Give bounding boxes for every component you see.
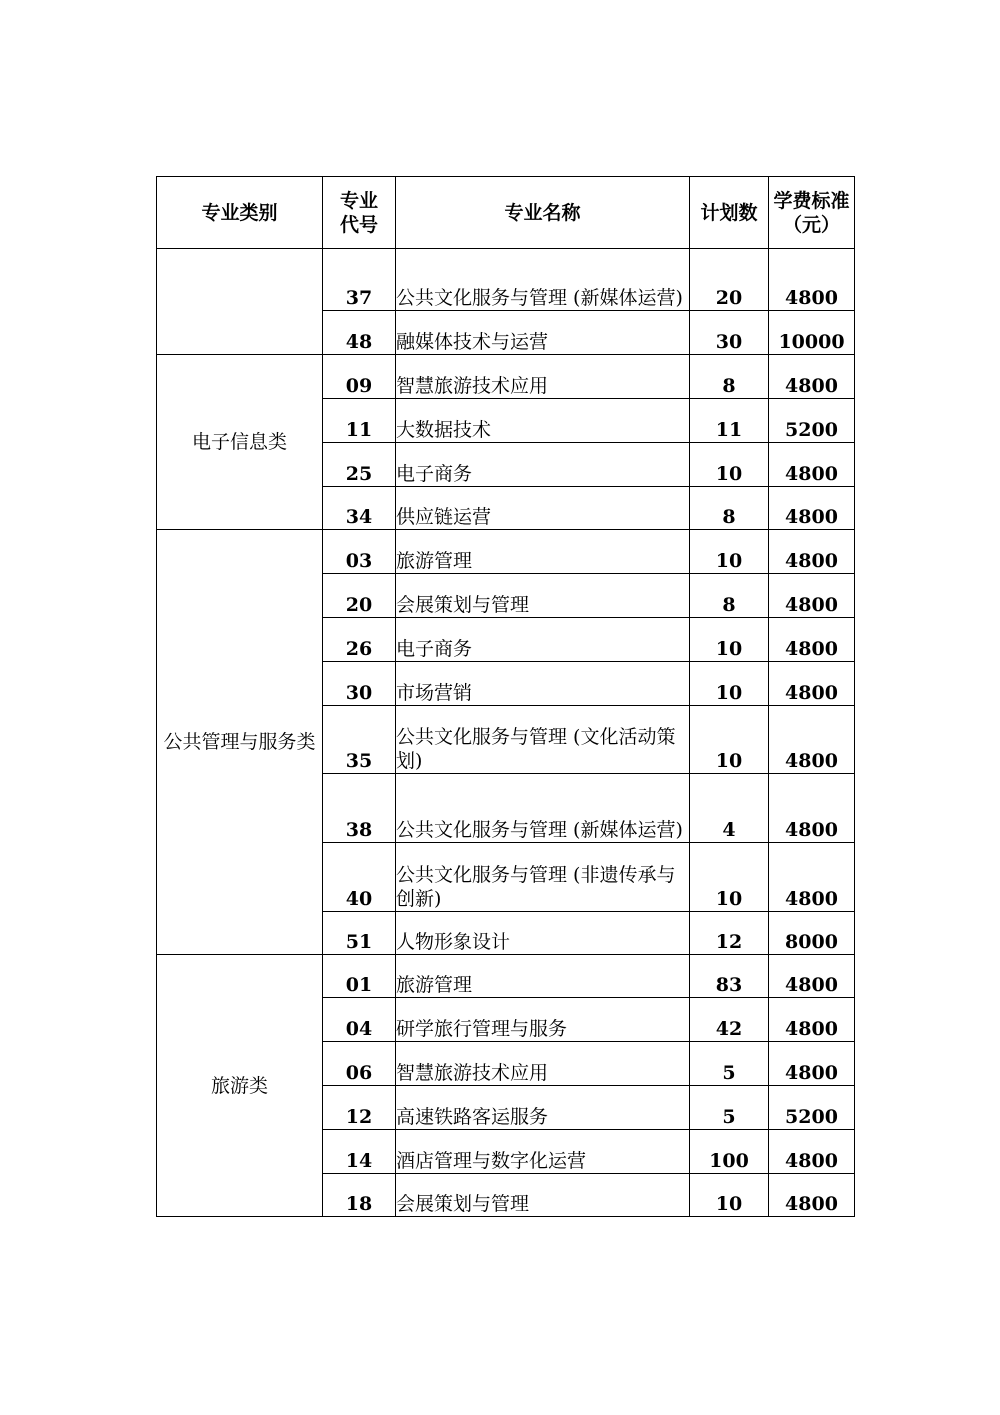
table-row [157,355,855,399]
name-cell: 智慧旅游技术应用 [396,355,690,399]
enrollment-table [156,176,855,1217]
name-cell: 旅游管理 [396,955,690,998]
table-row [157,955,855,998]
fee-cell: 4800 [769,774,855,843]
fee-cell: 4800 [769,843,855,912]
plan-cell: 10 [690,662,769,706]
plan-cell: 83 [690,955,769,998]
code-cell: 01 [323,955,396,998]
code-cell: 25 [323,443,396,487]
code-cell: 37 [323,249,396,311]
fee-cell: 4800 [769,249,855,311]
fee-cell: 4800 [769,1130,855,1174]
code-cell: 38 [323,774,396,843]
name-cell: 人物形象设计 [396,912,690,955]
fee-cell: 4800 [769,1174,855,1217]
fee-cell: 4800 [769,530,855,574]
code-cell: 35 [323,706,396,774]
header-code [323,177,396,249]
name-cell: 公共文化服务与管理 (非遗传承与创新) [396,843,690,912]
name-cell: 公共文化服务与管理 (新媒体运营) [396,249,690,311]
header-code-line1: 专业 [339,189,378,212]
code-cell: 48 [323,311,396,355]
code-cell: 34 [323,487,396,530]
code-cell: 04 [323,998,396,1042]
fee-cell: 5200 [769,1086,855,1130]
plan-cell: 20 [690,249,769,311]
category-cell: 公共管理与服务类 [157,530,323,955]
table-row [157,249,855,311]
name-cell: 供应链运营 [396,487,690,530]
code-cell: 20 [323,574,396,618]
plan-cell: 11 [690,399,769,443]
fee-cell: 4800 [769,998,855,1042]
fee-cell: 4800 [769,487,855,530]
fee-cell: 8000 [769,912,855,955]
code-cell: 40 [323,843,396,912]
header-plan: 计划数 [690,177,769,249]
fee-cell: 4800 [769,618,855,662]
plan-cell: 10 [690,1174,769,1217]
name-cell: 研学旅行管理与服务 [396,998,690,1042]
header-code-line2: 代号 [339,213,378,236]
name-cell: 市场营销 [396,662,690,706]
plan-cell: 12 [690,912,769,955]
category-cell [157,249,323,355]
header-fee [769,177,855,249]
header-fee-line1: 学费标准 [773,189,850,212]
plan-cell: 10 [690,618,769,662]
plan-cell: 10 [690,843,769,912]
name-cell: 高速铁路客运服务 [396,1086,690,1130]
plan-cell: 42 [690,998,769,1042]
name-cell: 智慧旅游技术应用 [396,1042,690,1086]
name-cell: 电子商务 [396,618,690,662]
fee-cell: 4800 [769,955,855,998]
header-name: 专业名称 [396,177,690,249]
plan-cell: 8 [690,487,769,530]
category-cell: 旅游类 [157,955,323,1217]
name-cell: 酒店管理与数字化运营 [396,1130,690,1174]
code-cell: 03 [323,530,396,574]
plan-cell: 8 [690,355,769,399]
code-cell: 12 [323,1086,396,1130]
plan-cell: 10 [690,706,769,774]
plan-cell: 30 [690,311,769,355]
plan-cell: 10 [690,443,769,487]
fee-cell: 4800 [769,706,855,774]
category-cell: 电子信息类 [157,355,323,530]
code-cell: 06 [323,1042,396,1086]
fee-cell: 4800 [769,1042,855,1086]
code-cell: 30 [323,662,396,706]
name-cell: 会展策划与管理 [396,1174,690,1217]
name-cell: 会展策划与管理 [396,574,690,618]
plan-cell: 100 [690,1130,769,1174]
name-cell: 大数据技术 [396,399,690,443]
fee-cell: 4800 [769,574,855,618]
code-cell: 09 [323,355,396,399]
fee-cell: 4800 [769,443,855,487]
header-row [157,177,855,249]
fee-cell: 4800 [769,355,855,399]
header-category: 专业类别 [157,177,323,249]
plan-cell: 10 [690,530,769,574]
name-cell: 电子商务 [396,443,690,487]
plan-cell: 5 [690,1042,769,1086]
name-cell: 融媒体技术与运营 [396,311,690,355]
fee-cell: 10000 [769,311,855,355]
name-cell: 公共文化服务与管理 (文化活动策划) [396,706,690,774]
fee-cell: 4800 [769,662,855,706]
table-body [157,249,855,1217]
plan-cell: 5 [690,1086,769,1130]
plan-cell: 4 [690,774,769,843]
name-cell: 公共文化服务与管理 (新媒体运营) [396,774,690,843]
plan-cell: 8 [690,574,769,618]
table-row [157,530,855,574]
header-fee-line2: （元） [782,213,840,236]
code-cell: 51 [323,912,396,955]
code-cell: 11 [323,399,396,443]
code-cell: 14 [323,1130,396,1174]
name-cell: 旅游管理 [396,530,690,574]
code-cell: 26 [323,618,396,662]
fee-cell: 5200 [769,399,855,443]
code-cell: 18 [323,1174,396,1217]
